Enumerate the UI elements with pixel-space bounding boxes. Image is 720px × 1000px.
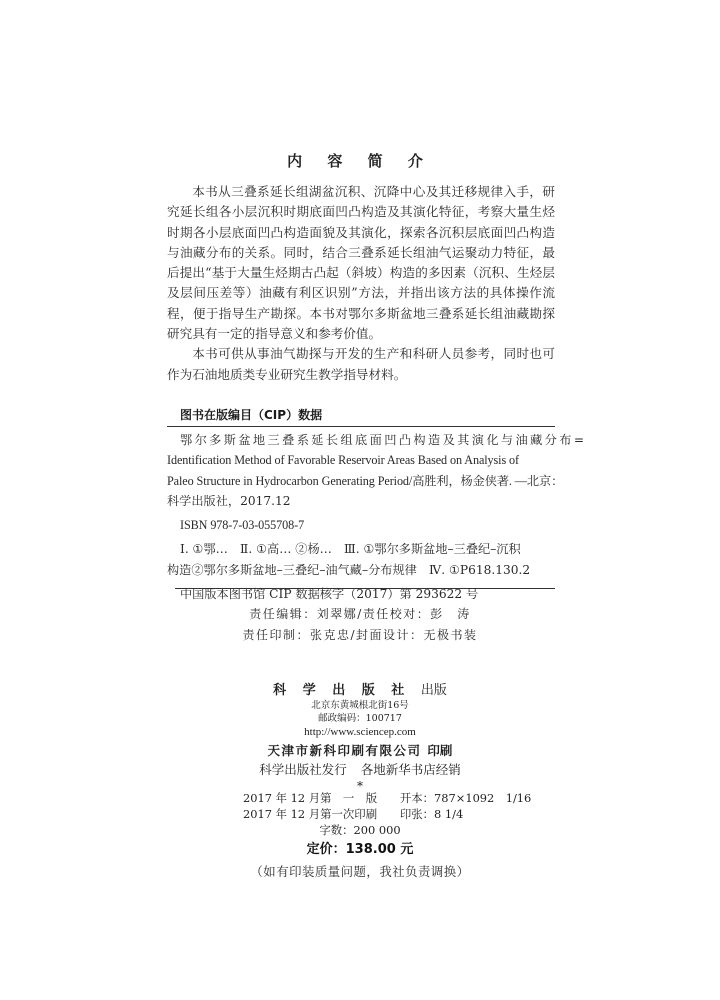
word-count: 字数：200 000 [319, 823, 401, 837]
printer-suffix: 印刷 [427, 743, 453, 758]
distribution-line [0, 761, 720, 779]
credits-block [0, 604, 720, 646]
printer-name: 天津市新科印刷有限公司 [267, 743, 422, 758]
summary-title: 内 容 简 介 [287, 152, 433, 170]
editor-credits: 责任编辑：刘翠娜/责任校对：彭 涛 [249, 607, 471, 621]
edition-line: 2017 年 12 月第 一 版 开本：787×1092 1/16 [243, 791, 532, 805]
publisher-name: 科 学 出 版 社 [273, 683, 411, 698]
cip-book-title: 鄂尔多斯盆地三叠系延长组底面凹凸构造及其演化与油藏分布= [180, 433, 587, 447]
cip-number: 中国版本图书馆 CIP 数据核字（2017）第 293622 号 [180, 587, 479, 602]
printing-line: 2017 年 12 月第一次印刷 印张：8 1/4 [243, 807, 464, 822]
publisher-suffix: 出版 [420, 683, 447, 698]
cip-classification-2: 构造②鄂尔多斯盆地–三叠纪–油气藏–分布规律 Ⅳ. ①P618.130.2 [167, 562, 531, 577]
summary-paragraph: 本书可供从事油气勘探与开发的生产和科研人员参考，同时也可作为石油地质类专业研究生教学指导材料。 [167, 346, 555, 382]
price: 定价：138.00 元 [306, 842, 414, 857]
publisher-block [0, 682, 720, 793]
publisher-postcode: 邮政编码：100717 [318, 713, 402, 724]
cip-english-title-2: Paleo Structure in Hydrocarbon Generating Period/高胜利，杨金侠著. —北京： [167, 473, 564, 488]
cip-publisher-line: 科学出版社，2017.12 [167, 493, 291, 508]
issuer: 科学出版社发行 [259, 762, 347, 777]
cip-top-rule [167, 426, 555, 427]
separator-star: * [357, 779, 363, 793]
publisher-name-line [0, 682, 720, 699]
cip-isbn: ISBN 978-7-03-055708-7 [180, 518, 305, 533]
printer-line [0, 741, 720, 761]
summary-body [167, 182, 555, 385]
summary-paragraph: 本书从三叠系延长组湖盆沉积、沉降中心及其迁移规律入手，研究延长组各小层沉积时期底面凹凸构造及其演化特征，考察大量生烃时期各小层底面凹凸构造面貌及其演化，探索各沉积层底面凹凸构造与油藏分布的关系。同时，结合三叠系延长组油气运聚动力特征，最后提出“基于大量生烃期古凸起（斜坡）构造的多因素（沉积、生烃层及层间压差等）油藏有利区识别”方法，并指出该方法的具体操作流程，便于指导生产勘探。本书对鄂尔多斯盆地三叠系延长组油藏勘探研究具有一定的指导意义和参考价值。 [167, 184, 555, 342]
specs-block [243, 790, 531, 822]
publisher-address: 北京东黄城根北街16号 [311, 700, 409, 711]
cip-classification-1: Ⅰ. ①鄂… Ⅱ. ①高… ②杨… Ⅲ. ①鄂尔多斯盆地–三叠纪–沉积 [180, 542, 521, 557]
publisher-url: http://www.sciencep.com [304, 726, 416, 738]
cip-data-block [167, 430, 587, 604]
distributor: 各地新华书店经销 [360, 762, 461, 777]
quality-notice: （如有印装质量问题，我社负责调换） [250, 864, 470, 879]
production-credits: 责任印制：张克忠/封面设计：无极书装 [242, 628, 478, 642]
cip-heading: 图书在版编目（CIP）数据 [180, 408, 323, 422]
cip-english-title-1: Identification Method of Favorable Reservoir Areas Based on Analysis of [167, 453, 520, 468]
cip-bottom-rule [175, 588, 555, 589]
